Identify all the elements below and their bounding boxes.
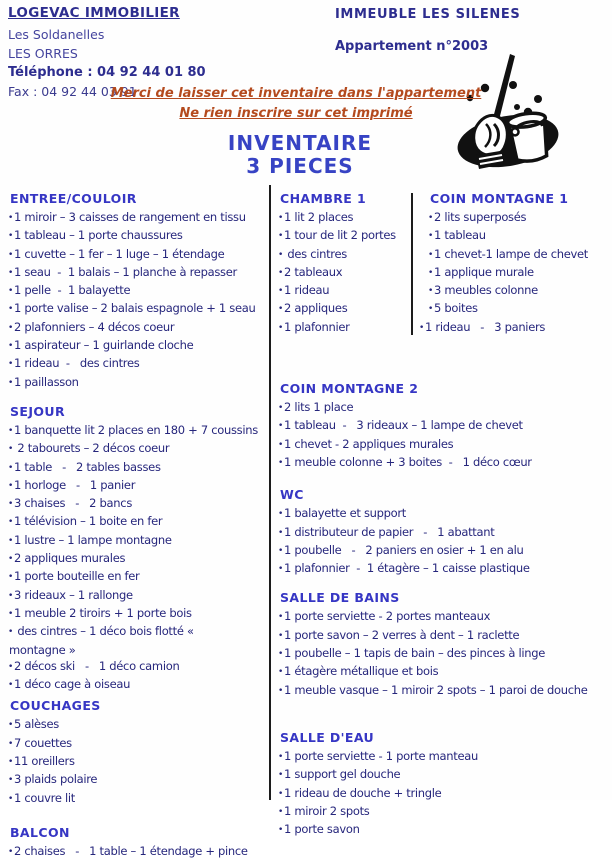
inventory-item [278,300,411,318]
item-text: 1 rideau [284,283,330,298]
coin-montagne1-subcolumn [411,191,588,337]
inventory-item [8,246,267,264]
item-text: 1 tableau [434,228,486,243]
inventory-item [278,785,612,803]
bullet-icon: • [8,680,14,691]
section-title: COUCHAGES [10,698,101,714]
bullet-icon: • [278,612,284,623]
notice-line-1: Merci de laisser cet inventaire dans l'appartement [110,86,482,101]
inventory-item [278,227,411,245]
inventory-item [278,524,612,542]
item-text: 1 tableau - 3 rideaux – 1 lampe de chevet [284,418,523,433]
item-text: 2 lits superposés [434,210,527,224]
section-title: SALLE DE BAINS [280,590,400,606]
bullet-icon: • [278,564,284,575]
bullet-icon: • [278,630,284,641]
bullet-icon: • [8,359,14,370]
bullet-icon: • [8,608,14,619]
inventory-item [8,605,267,623]
bullet-icon: • [8,480,14,491]
inventory-item [8,300,267,318]
item-text: 1 table - 2 tables basses [14,459,161,474]
item-text: 1 aspirateur – 1 guirlande cloche [14,338,194,353]
inventory-item [8,319,267,337]
inventory-item [278,766,612,784]
item-text: 1 porte savon – 2 verres à dent – 1 raclette [284,627,520,642]
item-text: 1 poubelle - 2 paniers en osier + 1 en alu [284,542,524,557]
item-text: 1 miroir – 3 caisses de rangement en tissu [14,210,246,224]
item-text: 1 télévision – 1 boite en fer [14,514,163,529]
inventory-item [8,282,267,300]
bullet-icon: • [8,775,14,786]
item-text: 1 porte serviette - 1 porte manteau [284,748,478,763]
bullet-icon: • [278,421,284,432]
chambre1-subcolumn [278,191,411,337]
building-name: IMMEUBLE LES SILENES [335,7,521,22]
bullet-icon: • [278,457,284,468]
item-text: 2 appliques [284,301,348,316]
item-text: 2 plafonniers – 4 décos coeur [14,319,175,334]
item-text: 1 étagère métallique et bois [284,664,439,679]
section-balcon [8,825,267,861]
section-coinmontagne1 [419,191,588,337]
item-text: 2 décos ski - 1 déco camion [14,658,180,673]
inventory-item [278,821,612,839]
bullet-icon: • [428,286,434,297]
section-title: COIN MONTAGNE 1 [430,191,569,206]
inventory-item [8,623,267,641]
item-text: 2 chaises - 1 table – 1 étendage + pince [14,843,248,858]
item-text: 1 déco cage à oiseau [14,677,131,692]
inventory-item [278,246,411,264]
inventory-item [8,753,267,771]
item-text: 1 miroir 2 spots [284,803,370,818]
inventory-item [278,209,411,227]
section-title: ENTREE/COULOIR [10,191,137,206]
bullet-icon: • [8,341,14,352]
item-text: 1 support gel douche [284,767,401,782]
item-text: 1 rideau - des cintres [14,356,140,371]
bullet-icon: • [8,249,14,260]
notice-block [0,84,592,124]
inventory-item [278,436,612,454]
inventory-item [278,627,612,645]
inventory-item [8,227,267,245]
inventory-item [278,663,612,681]
bullet-icon: • [278,527,284,538]
bullet-icon: • [8,590,14,601]
document-title [0,132,600,178]
inventory-item [8,264,267,282]
item-text: des cintres – 1 déco bois flotté « [14,624,194,639]
item-text: 1 rideau - 3 paniers [425,319,546,334]
item-text: 1 porte serviette - 2 portes manteaux [284,609,491,624]
inventory-item [278,454,612,472]
inventory-item [8,209,267,227]
inventory-item [278,264,411,282]
inventory-item [278,645,612,663]
section-salledeau [278,730,612,839]
item-text: 1 chevet - 2 appliques murales [284,436,454,451]
item-text: 1 distributeur de papier - 1 abattant [284,524,495,539]
inventory-item [8,587,267,605]
bullet-icon: • [8,554,14,565]
item-text: 2 tableaux [284,264,343,279]
bullet-icon: • [8,499,14,510]
item-text: 2 appliques murales [14,551,126,566]
bullet-icon: • [8,757,14,768]
inventory-item [278,505,612,523]
item-text: 1 chevet-1 lampe de chevet [434,246,588,261]
company-address-line2: LES ORRES [8,45,78,61]
bullet-icon: • [8,535,14,546]
item-text: 1 rideau de douche + tringle [284,785,442,800]
item-text: 1 tableau – 1 porte chaussures [14,228,183,243]
item-text: 1 meuble vasque – 1 miroir 2 spots – 1 paroi de douche [284,682,588,697]
bullet-icon: • [8,793,14,804]
inventory-item [419,319,588,337]
bullet-icon: • [8,322,14,333]
inventory-item [8,374,267,392]
inventory-item [8,513,267,531]
bullet-icon: • [8,572,14,583]
inventory-item [8,790,267,808]
inventory-item [8,495,267,513]
bullet-icon: • [8,517,14,528]
inventory-item [278,560,612,578]
inventory-item [8,568,267,586]
bullet-icon: • [8,846,14,857]
bullet-icon: • [428,304,434,315]
bullet-icon: • [278,770,284,781]
item-text: 7 couettes [14,735,72,750]
bullet-icon: • [8,425,14,436]
inventory-item [8,440,267,458]
item-text: 1 cuvette – 1 fer – 1 luge – 1 étendage [14,246,225,261]
company-phone: Téléphone : 04 92 44 01 80 [8,65,206,80]
bullet-icon: • [278,751,284,762]
bullet-icon: • [8,267,14,278]
inventory-item [8,459,267,477]
item-text: des cintres [284,246,347,261]
inventory-item [428,282,588,300]
inventory-item [278,399,612,417]
bullet-icon: • [419,322,425,333]
bullet-icon: • [278,249,284,260]
item-text: 3 rideaux – 1 rallonge [14,587,133,602]
item-text: 1 porte savon [284,822,360,837]
item-text: 1 horloge - 1 panier [14,477,136,492]
item-text: 1 porte bouteille en fer [14,569,140,584]
section-couchages [8,698,267,807]
bullet-icon: • [278,403,284,414]
item-text: 1 pelle - 1 balayette [14,283,131,298]
bullet-icon: • [8,286,14,297]
section-coinmontagne2 [278,381,612,472]
bullet-icon: • [278,439,284,450]
inventory-item [8,337,267,355]
inventory-item [428,300,588,318]
bullet-icon: • [428,231,434,242]
bullet-icon: • [278,788,284,799]
bullet-icon: • [278,685,284,696]
right-top-row [278,191,612,337]
bullet-icon: • [278,825,284,836]
inventory-item [428,264,588,282]
bullet-icon: • [278,304,284,315]
bullet-icon: • [8,738,14,749]
inventory-item [8,550,267,568]
inventory-item [278,803,612,821]
section-title: BALCON [10,824,70,840]
left-column [0,185,271,858]
bullet-icon: • [278,213,284,223]
bullet-icon: • [278,545,284,556]
bullet-icon: • [8,213,14,223]
inventory-item [8,477,267,495]
inventory-columns [0,185,612,858]
item-text: 1 seau - 1 balais – 1 planche à repasser [14,264,237,279]
item-text: 1 poubelle – 1 tapis de bain – des pinces à linge [284,646,546,661]
item-text: 5 alèses [14,717,59,732]
title-line-1: INVENTAIRE [227,131,373,155]
bullet-icon: • [8,661,14,672]
bullet-icon: • [278,231,284,242]
bullet-icon: • [278,509,284,520]
item-text: 1 banquette lit 2 places en 180 + 7 coussins [14,422,258,437]
inventory-item [8,658,267,676]
bullet-icon: • [8,462,14,473]
section-title: SEJOUR [10,403,65,419]
bullet-icon: • [8,304,14,315]
item-text: 1 couvre lit [14,790,75,805]
inventory-item [428,209,588,227]
inventory-item [8,676,267,694]
item-text: 2 tabourets – 2 décos coeur [14,441,170,456]
item-text: 1 plafonnier [284,319,350,334]
apartment-number: Appartement n°2003 [335,39,489,54]
item-text: 3 chaises - 2 bancs [14,496,133,511]
bullet-icon: • [8,720,14,731]
notice-line-2: Ne rien inscrire sur cet imprimé [179,106,413,121]
section-wc [278,487,612,578]
item-text: 1 applique murale [434,264,534,279]
item-text: 1 balayette et support [284,506,406,521]
inventory-item [8,843,267,861]
section-chambre1 [278,191,411,337]
section-title: WC [280,487,304,503]
bullet-icon: • [278,649,284,660]
inventory-item [428,246,588,264]
item-text: 11 oreillers [14,754,75,769]
bullet-icon: • [278,267,284,278]
section-sejour [8,404,267,694]
inventory-item [8,771,267,789]
inventory-item [8,532,267,550]
company-name: LOGEVAC IMMOBILIER [8,5,180,21]
right-column [271,185,612,837]
inventory-item [8,716,267,734]
inventory-item [8,422,267,440]
inventory-item [278,319,411,337]
inventory-item [278,608,612,626]
section-salledebains [278,590,612,699]
bullet-icon: • [8,444,14,455]
bullet-icon: • [8,231,14,242]
bullet-icon: • [278,806,284,817]
bullet-icon: • [278,322,284,333]
section-title: SALLE D'EAU [280,729,375,745]
inventory-item [278,748,612,766]
item-text: 5 boites [434,301,478,316]
inventory-item [278,682,612,700]
inventory-item [278,282,411,300]
bullet-icon: • [278,286,284,297]
bullet-icon: • [428,249,434,260]
item-text: 1 tour de lit 2 portes [284,228,396,243]
company-fax: Fax : 04 92 44 03 91 [8,84,137,99]
item-text: 3 meubles colonne [434,283,538,298]
right-sections [278,381,612,839]
section-entree [8,191,267,392]
item-text: 3 plaids polaire [14,772,98,787]
item-text: 1 meuble 2 tiroirs + 1 porte bois [14,605,192,620]
inventory-item [8,642,267,658]
item-text: montagne » [9,642,76,657]
vertical-divider-short [411,193,413,335]
bullet-icon: • [8,627,14,638]
item-text: 1 meuble colonne + 3 boites - 1 déco cœur [284,454,532,469]
title-line-2: 3 PIECES [246,154,354,178]
section-title: CHAMBRE 1 [280,191,367,206]
bullet-icon: • [8,377,14,388]
item-text: 1 porte valise – 2 balais espagnole + 1 seau [14,301,256,316]
bullet-icon: • [278,667,284,678]
bullet-icon: • [428,267,434,278]
company-address-line1: Les Soldanelles [8,27,105,42]
inventory-item [428,227,588,245]
inventory-item [8,355,267,373]
inventory-item [278,542,612,560]
item-text: 1 paillasson [14,374,79,389]
item-text: 1 lit 2 places [284,210,354,224]
inventory-item [278,417,612,435]
inventory-item [8,735,267,753]
item-text: 1 plafonnier - 1 étagère – 1 caisse plastique [284,561,530,576]
item-text: 2 lits 1 place [284,400,354,415]
building-block [335,7,520,54]
bullet-icon: • [428,213,434,223]
item-text: 1 lustre – 1 lampe montagne [14,532,172,547]
section-title: COIN MONTAGNE 2 [280,381,419,397]
